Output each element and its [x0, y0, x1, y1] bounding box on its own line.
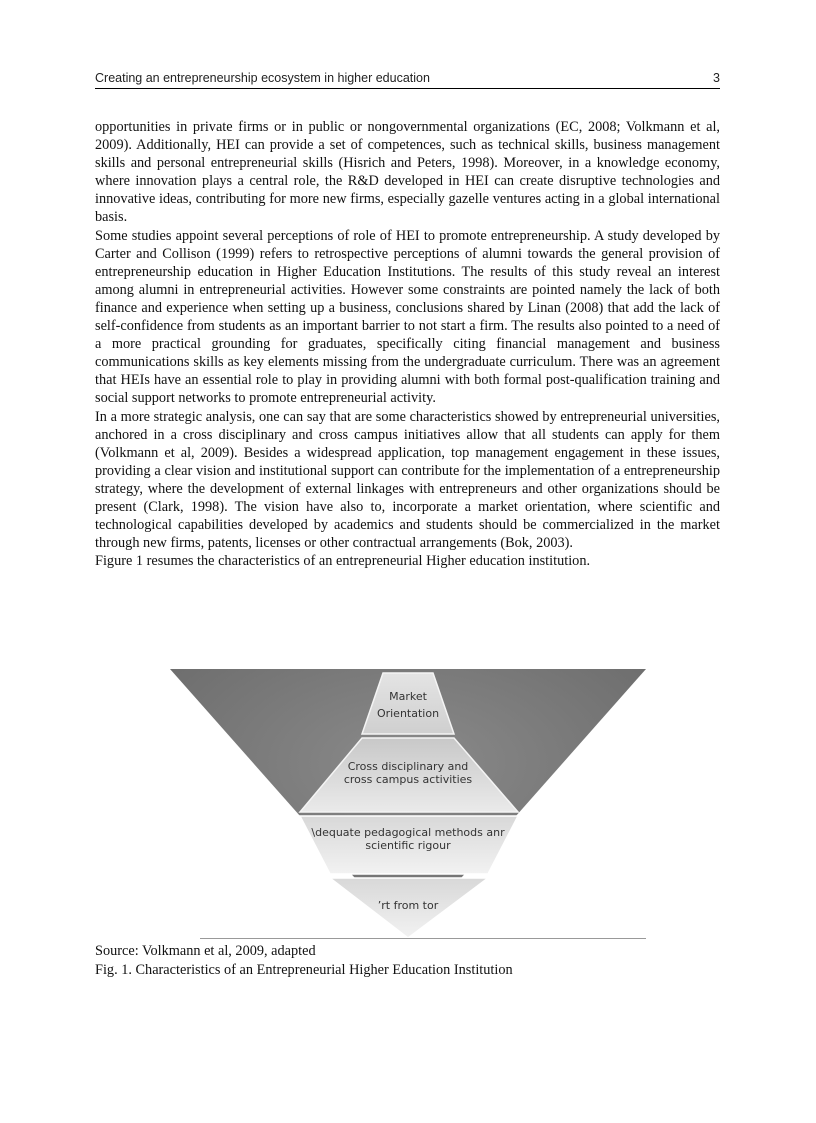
figure-inverted-pyramid: [170, 668, 646, 940]
figure-source: Source: Volkmann et al, 2009, adapted: [95, 943, 316, 959]
tier-label: Market: [389, 690, 427, 703]
tier-label: scientific rigour: [365, 839, 451, 852]
figure-caption: Fig. 1. Characteristics of an Entrepreneurial Higher Education Institution: [95, 962, 513, 978]
paragraph: opportunities in private firms or in public or nongovernmental organizations (EC, 2008; Volkmann et al, 2009). Additionally, HEI can provide a set of competences, such as technical skills, business management skills and personal entrepreneurial skills (Hisrich and Peters, 1998). Moreover, in a knowledge economy, where innovation plays a central role, the R&D developed in HEI can create disruptive technologies and innovative ideas, contributing for more new firms, especially gazelle ventures acting in a global international basis.: [95, 119, 720, 226]
paragraph: Figure 1 resumes the characteristics of an entrepreneurial Higher education institution.: [95, 553, 591, 570]
tier-label: cross campus activities: [343, 773, 473, 786]
paragraph: In a more strategic analysis, one can say that are some characteristics showed by entrepreneurial universities, anchored in a cross disciplinary and cross campus initiatives allow that all students can apply for them (Volkmann et al, 2009). Besides a widespread application, top management engagement in these issues, providing a clear vision and institutional support can contribute for the implementation of a entrepreneurship strategy, where the development of external linkages with entrepreneurs and other organizations should be present (Clark, 1998). The vision have also to, incorporate a market orientation, where scientific and technological capabilities developed by academics and students should be commercialized in the market through new firms, patents, licenses or other contractual arrangements (Bok, 2003).: [95, 408, 720, 552]
tier-label: \dequate pedagogical methods anr: [311, 826, 505, 839]
running-title: Creating an entrepreneurship ecosystem in higher education: [95, 71, 430, 85]
tier-label: Cross disciplinary and: [347, 760, 469, 773]
page-number: 3: [713, 71, 720, 85]
body-text: [95, 118, 720, 570]
pyramid-diagram: [170, 668, 646, 940]
paragraph: Some studies appoint several perceptions of role of HEI to promote entrepreneurship. A study developed by Carter and Collison (1999) refers to retrospective perceptions of alumni towards the general provision of entrepreneurship education in Higher Education Institutions. The results of this study reveal an interest among alumni in entrepreneurial activities. However some constraints are pointed namely the lack of both finance and experience when setting up a business, conclusions shared by Linan (2008) that add the lack of self-confidence from students as an important barrier to not start a firm. The results also pointed to a need of a more practical grounding for graduates, specifically citing financial management and business communications skills as key elements missing from the undergraduate curriculum. There was an agreement that HEIs have an essential role to play in providing alumni with both formal post-qualification training and social support networks to promote entrepreneurial activity.: [95, 227, 720, 407]
tier-label: Orientation: [376, 707, 440, 720]
running-header: [95, 71, 720, 89]
tier-label: ’rt from tor: [377, 899, 439, 912]
